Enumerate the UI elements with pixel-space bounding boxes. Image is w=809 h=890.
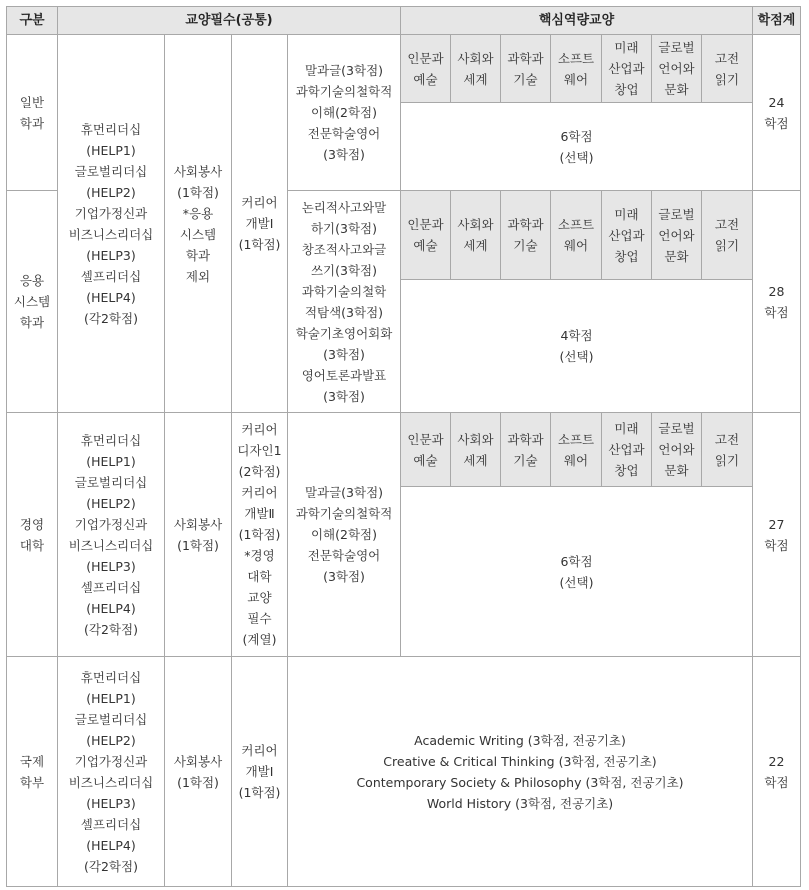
career-cell: 커리어 개발Ⅰ (1학점): [232, 35, 288, 413]
service-cell: 사회봉사 (1학점) *응용 시스템 학과 제외: [165, 35, 232, 413]
help-courses-cell: 휴먼리더십 (HELP1) 글로벌리더십 (HELP2) 기업가정신과 비즈니스리더십 (HELP3) 셀프리더십 (HELP4) (각2학점): [58, 657, 165, 887]
header-core-competency: 핵심역량교양: [401, 7, 753, 35]
division-cell: 응용 시스템 학과: [7, 191, 58, 413]
help-courses-cell: 휴먼리더십 (HELP1) 글로벌리더십 (HELP2) 기업가정신과 비즈니스리더십 (HELP3) 셀프리더십 (HELP4) (각2학점): [58, 413, 165, 657]
writing-courses-cell: 논리적사고와말 하기(3학점) 창조적사고와글 쓰기(3학점) 과학기술의철학 적탐색(3학점) 학술기초영어회화 (3학점) 영어토론과발표 (3학점): [288, 191, 401, 413]
core-area-cell: 글로벌 언어와 문화: [652, 413, 702, 487]
core-area-cell: 미래 산업과 창업: [602, 413, 652, 487]
core-area-cell: 소프트 웨어: [551, 413, 602, 487]
core-area-cell: 글로벌 언어와 문화: [652, 191, 702, 280]
core-credit-cell: 6학점 (선택): [401, 103, 753, 191]
table-row: [7, 657, 801, 887]
table-row: [7, 413, 801, 487]
table-row: [7, 35, 801, 103]
total-credits-cell: 22 학점: [753, 657, 801, 887]
core-area-cell: 사회와 세계: [451, 35, 501, 103]
core-area-cell: 인문과 예술: [401, 35, 451, 103]
core-area-cell: 소프트 웨어: [551, 191, 602, 280]
career-cell: 커리어 개발Ⅰ (1학점): [232, 657, 288, 887]
header-division: 구분: [7, 7, 58, 35]
division-cell: 국제 학부: [7, 657, 58, 887]
core-area-cell: 인문과 예술: [401, 413, 451, 487]
core-area-cell: 고전 읽기: [702, 35, 753, 103]
core-area-cell: 과학과 기술: [501, 413, 551, 487]
core-credit-cell: 4학점 (선택): [401, 280, 753, 413]
writing-courses-cell: 말과글(3학점) 과학기술의철학적 이해(2학점) 전문학술영어 (3학점): [288, 413, 401, 657]
help-courses-cell: 휴먼리더십 (HELP1) 글로벌리더십 (HELP2) 기업가정신과 비즈니스리더십 (HELP3) 셀프리더십 (HELP4) (각2학점): [58, 35, 165, 413]
header-general-required: 교양필수(공통): [58, 7, 401, 35]
core-area-cell: 인문과 예술: [401, 191, 451, 280]
core-area-cell: 미래 산업과 창업: [602, 35, 652, 103]
core-area-cell: 과학과 기술: [501, 191, 551, 280]
core-credit-cell: 6학점 (선택): [401, 487, 753, 657]
core-area-cell: 고전 읽기: [702, 191, 753, 280]
division-cell: 일반 학과: [7, 35, 58, 191]
header-row: [7, 7, 801, 35]
service-cell: 사회봉사 (1학점): [165, 413, 232, 657]
core-area-cell: 사회와 세계: [451, 191, 501, 280]
curriculum-table: [6, 6, 801, 887]
core-area-cell: 고전 읽기: [702, 413, 753, 487]
division-cell: 경영 대학: [7, 413, 58, 657]
core-area-cell: 미래 산업과 창업: [602, 191, 652, 280]
career-cell: 커리어 디자인1 (2학점) 커리어 개발Ⅱ (1학점) *경영 대학 교양 필수 (계열): [232, 413, 288, 657]
writing-courses-cell: 말과글(3학점) 과학기술의철학적 이해(2학점) 전문학술영어 (3학점): [288, 35, 401, 191]
core-area-cell: 사회와 세계: [451, 413, 501, 487]
core-area-cell: 소프트 웨어: [551, 35, 602, 103]
total-credits-cell: 24 학점: [753, 35, 801, 191]
core-area-cell: 글로벌 언어와 문화: [652, 35, 702, 103]
total-credits-cell: 27 학점: [753, 413, 801, 657]
service-cell: 사회봉사 (1학점): [165, 657, 232, 887]
total-credits-cell: 28 학점: [753, 191, 801, 413]
international-courses-cell: Academic Writing (3학점, 전공기초) Creative & Critical Thinking (3학점, 전공기초) Contemporary Society & Philosophy (3학점, 전공기초) World History (3학점, 전공기초): [288, 657, 753, 887]
core-area-cell: 과학과 기술: [501, 35, 551, 103]
header-total-credits: 학점계: [753, 7, 801, 35]
